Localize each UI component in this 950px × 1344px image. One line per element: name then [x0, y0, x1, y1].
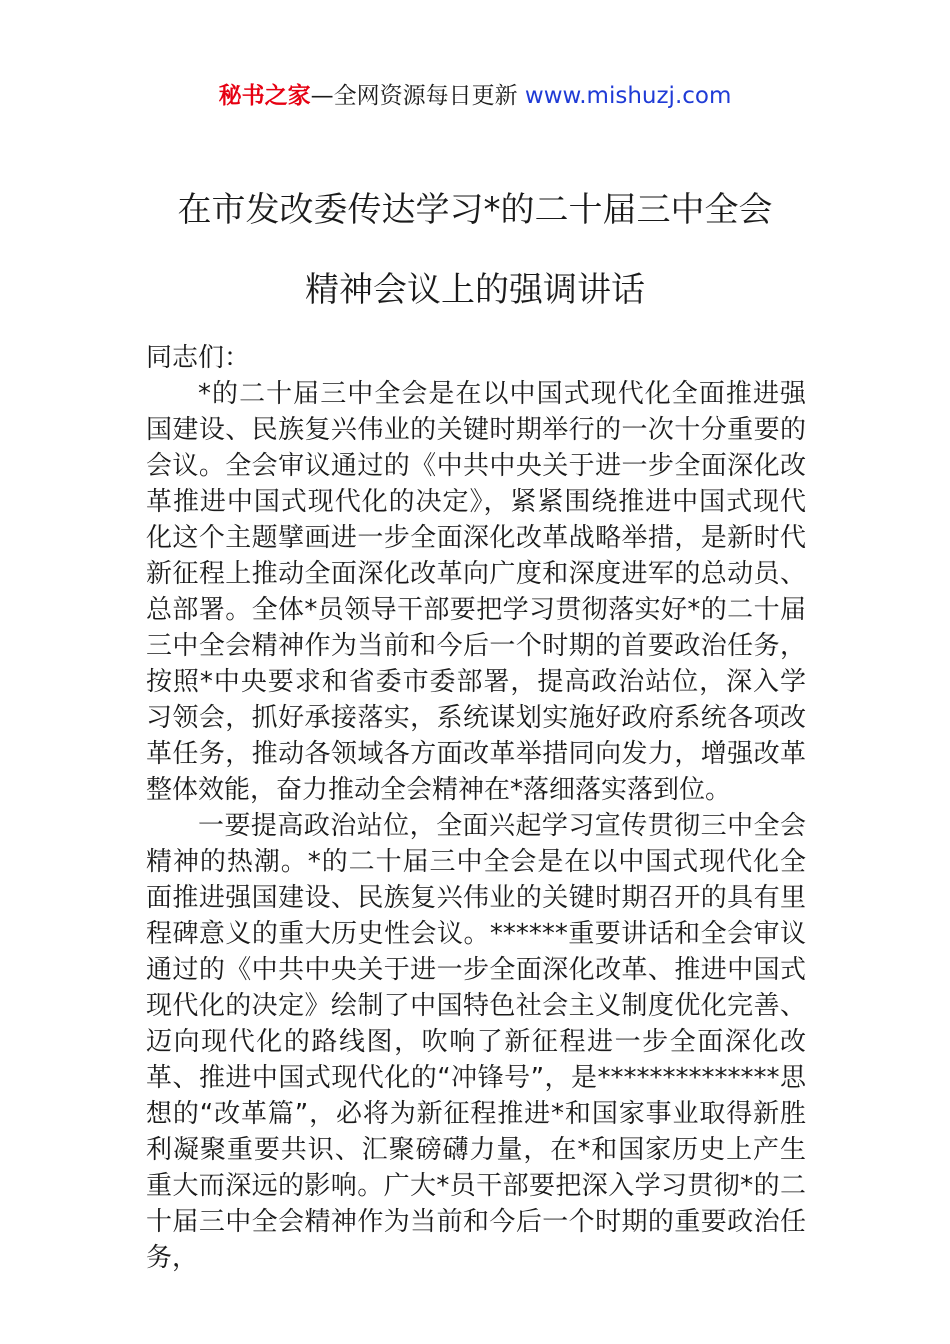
site-header	[0, 80, 950, 112]
header-tagline: —全网资源每日更新	[310, 83, 525, 109]
title-line-1: 在市发改委传达学习*的二十届三中全会	[177, 190, 773, 230]
salutation: 同志们：	[146, 343, 251, 373]
document-body	[146, 340, 806, 1276]
paragraph-2: 一要提高政治站位，全面兴起学习宣传贯彻三中全会精神的热潮。*的二十届三中全会是在以中国式现代化全面推进强国建设、民族复兴伟业的关键时期召开的具有里程碑意义的重大历史性会议。******重要讲话和全会审议通过的《中共中央关于进一步全面深化改革、推进中国式现代化的决定》绘制了中国特色社会主义制度优化完善、迈向现代化的路线图，吹响了新征程进一步全面深化改革、推进中国式现代化的“冲锋号”，是**************思想的“改革篇”，必将为新征程推进*和国家事业取得新胜利凝聚重要共识、汇聚磅礴力量，在*和国家历史上产生重大而深远的影响。广大*员干部要把深入学习贯彻*的二十届三中全会精神作为当前和今后一个时期的重要政治任务，	[146, 811, 806, 1273]
brand-name: 秘书之家	[218, 83, 311, 109]
title-line-2: 精神会议上的强调讲话	[305, 270, 645, 310]
paragraph-1: *的二十届三中全会是在以中国式现代化全面推进强国建设、民族复兴伟业的关键时期举行的一次十分重要的会议。全会审议通过的《中共中央关于进一步全面深化改革推进中国式现代化的决定》，紧紧围绕推进中国式现代化这个主题擘画进一步全面深化改革战略举措，是新时代新征程上推动全面深化改革向广度和深度进军的总动员、总部署。全体*员领导干部要把学习贯彻落实好*的二十届三中全会精神作为当前和今后一个时期的首要政治任务，按照*中央要求和省委市委部署，提高政治站位，深入学习领会，抓好承接落实，系统谋划实施好政府系统各项改革任务，推动各领域各方面改革举措同向发力，增强改革整体效能，奋力推动全会精神在*落细落实落到位。	[146, 379, 806, 805]
document-title	[0, 170, 950, 330]
site-url-link[interactable]: www.mishuzj.com	[524, 83, 732, 109]
